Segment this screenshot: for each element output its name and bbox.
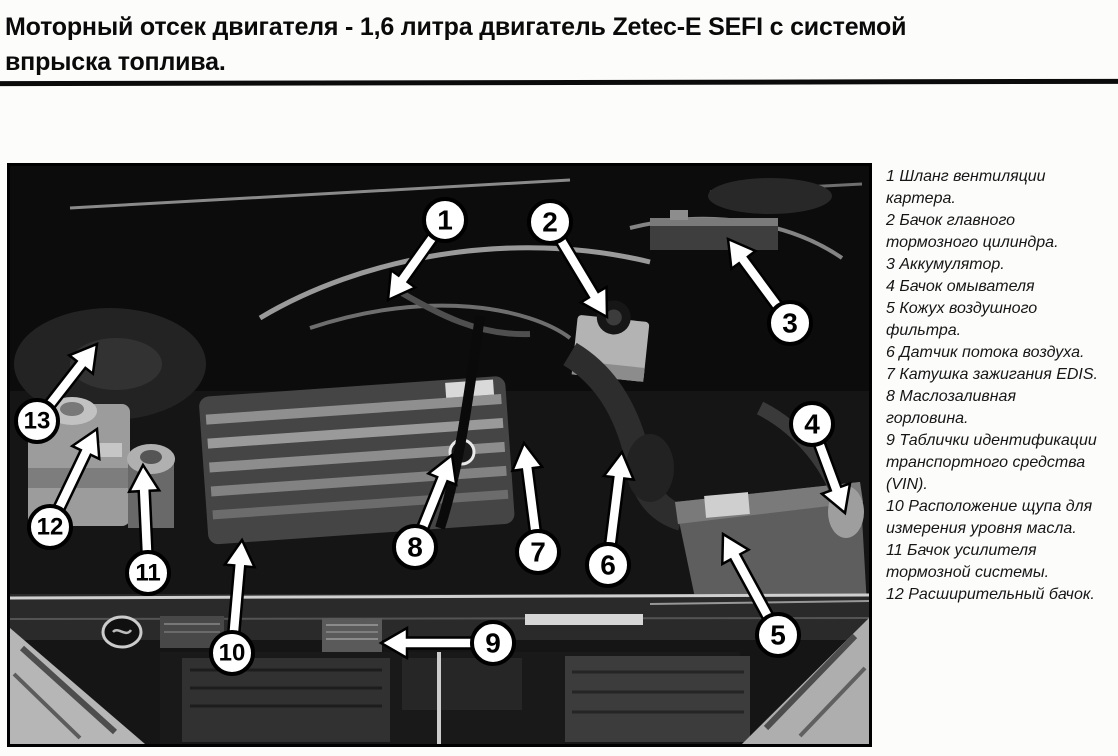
svg-text:5: 5 [770, 619, 786, 651]
legend-item-6: 6 Датчик потока воздуха. [886, 344, 1085, 361]
legend-item-3: 3 Аккумулятор. [886, 256, 1005, 273]
svg-text:8: 8 [407, 531, 423, 563]
svg-text:1: 1 [437, 204, 453, 236]
callout-1 [424, 199, 466, 241]
legend-item-8: 8 Маслозаливная горловина. [886, 388, 1016, 427]
callout-11 [127, 552, 169, 594]
callout-12 [29, 506, 71, 548]
callout-5 [757, 614, 799, 656]
legend-item-10: 10 Расположение щупа для измерения уровня масла. [886, 498, 1093, 537]
legend [886, 166, 1100, 606]
legend-item-5: 5 Кожух воздушного фильтра. [886, 300, 1038, 339]
svg-text:13: 13 [23, 407, 51, 435]
svg-text:11: 11 [135, 559, 161, 587]
callout-7 [517, 531, 559, 573]
legend-item-2: 2 Бачок главного тормозного цилиндра. [886, 212, 1059, 251]
legend-item-1: 1 Шланг вентиляции картера. [886, 168, 1046, 207]
legend-item-7: 7 Катушка зажигания EDIS. [886, 366, 1098, 383]
callout-4 [791, 403, 833, 445]
legend-item-11: 11 Бачок усилителя тормозной системы. [886, 542, 1050, 581]
svg-text:10: 10 [218, 639, 246, 667]
callout-3 [769, 302, 811, 344]
callout-10 [211, 632, 253, 674]
legend-item-12: 12 Расширительный бачок. [886, 586, 1095, 603]
svg-text:12: 12 [36, 513, 64, 541]
svg-text:6: 6 [600, 549, 616, 581]
callout-8 [394, 526, 436, 568]
page-title: Моторный отсек двигателя - 1,6 литра двигатель Zetec-E SEFI с системой впрыска топлива. [5, 13, 907, 76]
svg-text:7: 7 [530, 536, 546, 568]
title-underline [0, 79, 1118, 86]
engine-bay-photo [7, 163, 872, 747]
svg-text:3: 3 [782, 307, 798, 339]
legend-item-4: 4 Бачок омывателя [886, 278, 1035, 295]
callout-6 [587, 544, 629, 586]
svg-text:4: 4 [804, 408, 820, 440]
legend-item-9: 9 Таблички идентификации транспортного средства (VIN). [886, 432, 1097, 493]
svg-text:2: 2 [542, 206, 558, 238]
callout-2 [529, 201, 571, 243]
callout-13 [16, 400, 58, 442]
svg-text:9: 9 [485, 627, 501, 659]
callout-9 [472, 622, 514, 664]
